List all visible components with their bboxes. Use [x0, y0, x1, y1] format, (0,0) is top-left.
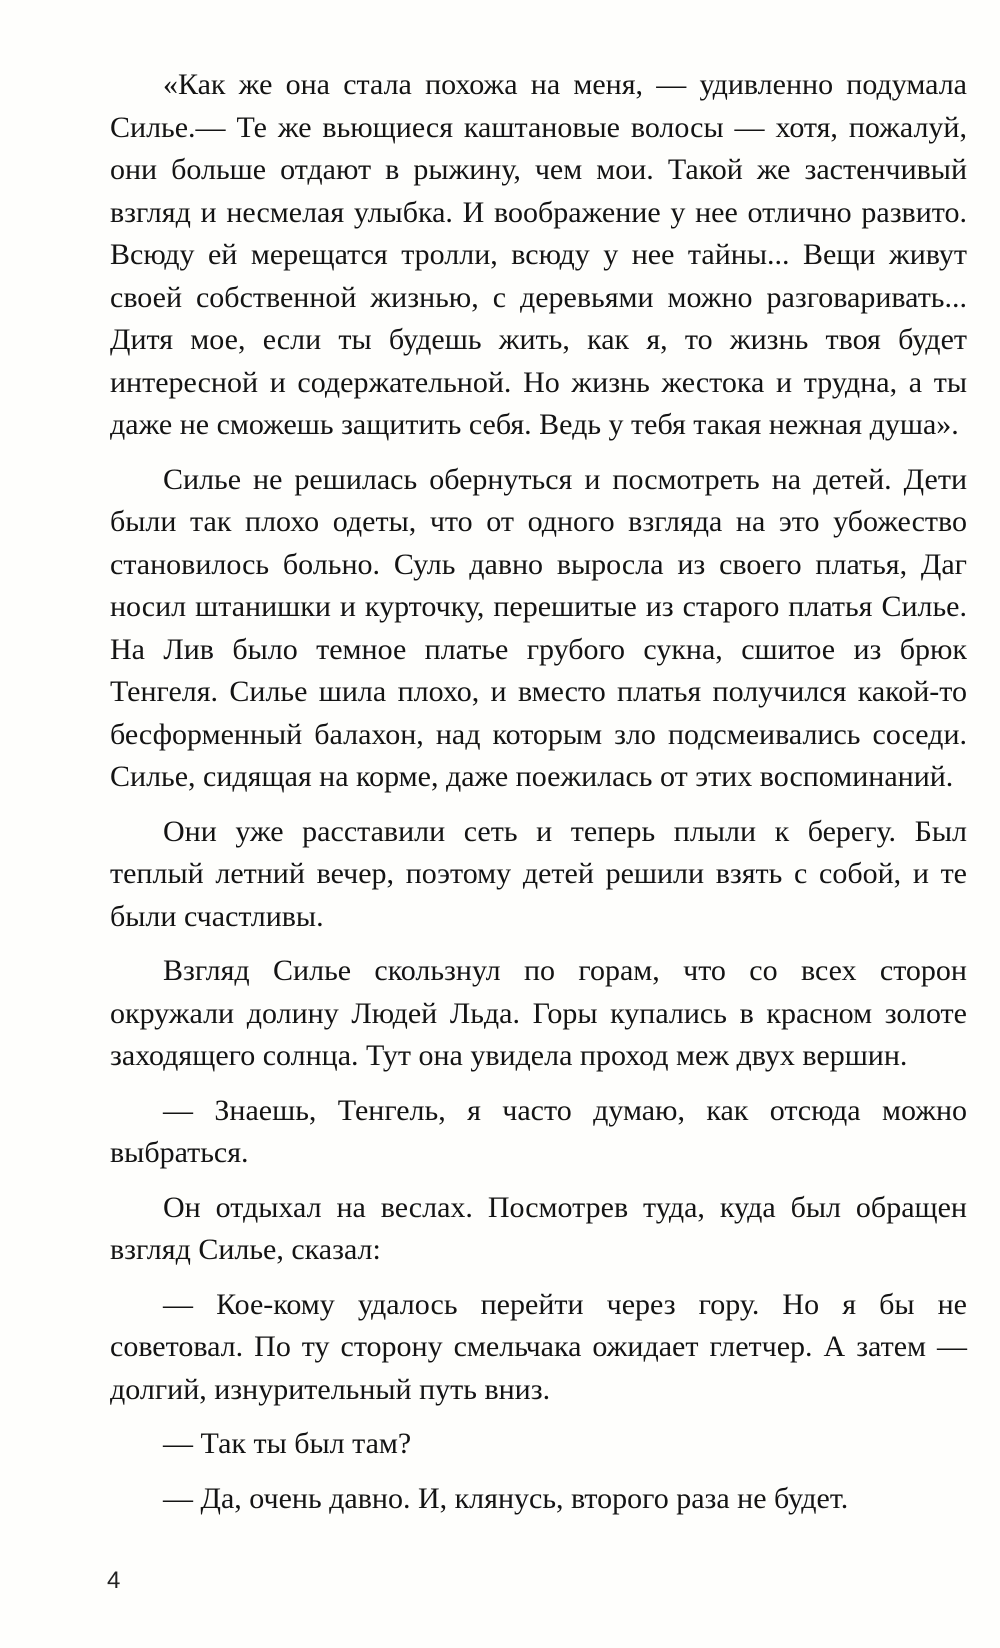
paragraph: — Знаешь, Тенгель, я часто думаю, как отсюда можно выбраться.: [110, 1093, 967, 1169]
paragraph: Он отдыхал на веслах. Посмотрев туда, куда был обращен взгляд Силье, сказал:: [110, 1190, 967, 1266]
paragraph: Они уже расставили сеть и теперь плыли к берегу. Был теплый летний вечер, поэтому детей решили взять с собой, и те были счастливы.: [110, 814, 967, 933]
paragraph: Взгляд Силье скользнул по горам, что со всех сторон окружали долину Людей Льда. Горы купались в красном золоте заходящего солнца. Тут она увидела проход меж двух вершин.: [110, 954, 967, 1072]
body-text: [110, 64, 967, 1532]
paragraph: «Как же она стала похожа на меня, — удивленно подумала Силье.— Те же вьющиеся каштановые волосы — хотя, пожалуй, они больше отдают в рыжину, чем мои. Такой же застенчивый взгляд и несмелая улыбка. И воображение у нее отлично развито. Всюду ей мерещатся тролли, всюду у нее тайны... Вещи живут своей собственной жизнью, с деревьями можно разговаривать... Дитя мое, если ты будешь жить, как я, то жизнь твоя будет интересной и содержательной. Но жизнь жестока и трудна, а ты даже не сможешь защитить себя. Ведь у тебя такая нежная душа».: [110, 68, 967, 441]
paragraph: Силье не решилась обернуться и посмотреть на детей. Дети были так плохо одеты, что от одного взгляда на это убожество становилось больно. Суль давно выросла из своего платья, Даг носил штанишки и курточку, перешитые из старого платья Силье. На Лив было темное платье грубого сукна, сшитое из брюк Тенгеля. Силье шила плохо, и вместо платья получился какой-то бесформенный балахон, над которым зло подсмеивались соседи. Силье, сидящая на корме, даже поежилась от этих воспоминаний.: [110, 462, 967, 793]
page-number: 4: [107, 1567, 121, 1594]
paragraph: — Так ты был там?: [163, 1427, 412, 1460]
paragraph: — Кое-кому удалось перейти через гору. Но я бы не советовал. По ту сторону смельчака ожидает глетчер. А затем — долгий, изнурительный путь вниз.: [110, 1287, 967, 1406]
paragraph: — Да, очень давно. И, клянусь, второго раза не будет.: [163, 1481, 849, 1515]
